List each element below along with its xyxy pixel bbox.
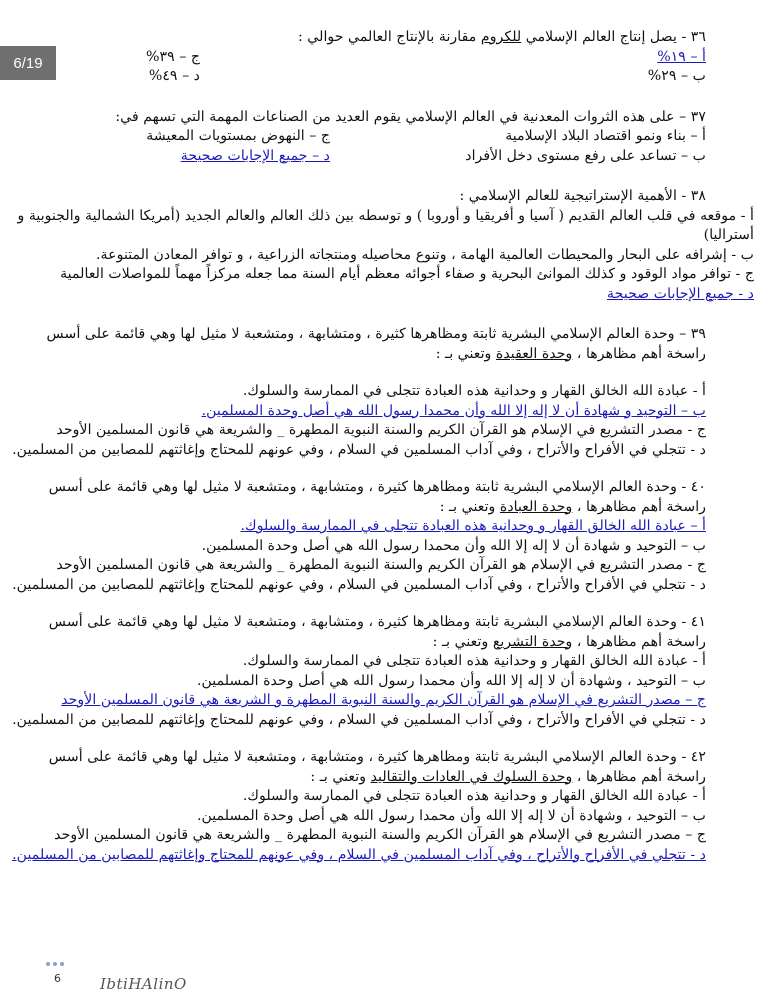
question-41	[14, 613, 706, 730]
option-b: ب - إشرافه على البحار والمحيطات العالمية الهامة ، وتنوع محاصيله ومنتجاته الزراعية ، و توافر المعادن المتنوعة.	[96, 246, 754, 263]
question-39	[14, 325, 706, 460]
question-stem: ٤٢ - وحدة العالم الإسلامي البشرية ثابتة ومظاهرها كثيرة ، ومتشابهة ، ومتشعبة لا مثيل لها وهي قائمة على أسس راسخة أهم مظاهرها ، وحدة السلوك في العادات والتقاليد وتعني بـ :	[48, 749, 706, 785]
keyword: وحدة التشريع	[492, 633, 573, 650]
question-42	[14, 748, 706, 865]
option-c: ج – النهوض بمستويات المعيشة	[146, 128, 330, 144]
keyword: وحدة العقيدة	[495, 345, 573, 362]
option-c: ج – مصدر التشريع في الإسلام هو القرآن الكريم والسنة النبوية المطهرة و الشريعة هي قانون المسلمين الأوحد	[61, 692, 706, 708]
page-dots-icon	[46, 962, 64, 966]
question-stem: ٣٧ – على هذه الثروات المعدنية في العالم الإسلامي يقوم العديد من الصناعات المهمة التي تسهم في:	[115, 108, 706, 125]
option-b: ب – التوحيد و شهادة أن لا إله إلا الله وأن محمدا رسول الله هي أصل وحدة المسلمين.	[201, 537, 706, 554]
option-d: د – ٤٩%	[148, 68, 200, 84]
option-a: أ – ١٩%	[657, 48, 706, 65]
option-c: ج – ٣٩%	[145, 48, 200, 65]
option-d: د - تتجلي في الأفراح والأتراح ، وفي آداب المسلمين في السلام ، وفي عونهم للمحتاج وإغاثتهم للمصابين من المسلمين.	[12, 576, 706, 593]
option-d: د - تتجلي في الأفراح والأتراح ، وفي آداب المسلمين في السلام ، وفي عونهم للمحتاج وإغاثتهم للمصابين من المسلمين.	[12, 711, 706, 728]
page-counter-badge: 6/19	[0, 46, 56, 80]
option-a: أ - موقعه في قلب العالم القديم ( آسيا و أفريقيا و أوروبا ) و توسطه بين ذلك العالم والعالم الجديد (أمريكا الشمالية والجنوبية و أستراليا)	[17, 207, 754, 243]
option-c: ج - مصدر التشريع في الإسلام هو القرآن الكريم والسنة النبوية المطهرة _ والشريعة هي قانون المسلمين الأوحد	[56, 422, 706, 438]
option-a: أ – عبادة الله الخالق القهار و وحدانية هذه العبادة تتجلى في الممارسة والسلوك.	[240, 518, 706, 534]
question-37	[14, 108, 706, 167]
question-stem: ٣٩ – وحدة العالم الإسلامي البشرية ثابتة ومظاهرها كثيرة ، ومتشابهة ، ومتشعبة لا مثيل لها وهي قائمة على أسس راسخة أهم مظاهرها ، وحدة العقيدة وتعني بـ :	[46, 326, 706, 362]
option-d: د - جميع الإجابات صحيحة	[607, 285, 754, 302]
option-c: ج – مصدر التشريع في الإسلام هو القرآن الكريم والسنة النبوية المطهرة _ والشريعة هي قانون المسلمين الأوحد	[54, 827, 706, 843]
question-40	[14, 478, 706, 595]
keyword: وحدة العبادة	[499, 498, 573, 515]
option-d: د – جميع الإجابات صحيحة	[180, 147, 330, 164]
option-c: ج - مصدر التشريع في الإسلام هو القرآن الكريم والسنة النبوية المطهرة _ والشريعة هي قانون المسلمين الأوحد	[56, 557, 706, 573]
question-stem: ٤١ - وحدة العالم الإسلامي البشرية ثابتة ومظاهرها كثيرة ، ومتشابهة ، ومتشعبة لا مثيل لها وهي قائمة على أسس راسخة أهم مظاهرها ، وحدة التشريع وتعني بـ :	[48, 614, 706, 650]
option-a: أ - عبادة الله الخالق القهار و وحدانية هذه العبادة تتجلى في الممارسة والسلوك.	[242, 788, 706, 804]
option-b: ب – ٢٩%	[647, 68, 706, 84]
option-b: ب – التوحيد و شهادة أن لا إله إلا الله وأن محمدا رسول الله هي أصل وحدة المسلمين.	[201, 402, 706, 419]
option-a: أ - عبادة الله الخالق القهار و وحدانية هذه العبادة تتجلى في الممارسة والسلوك.	[242, 383, 706, 399]
document-content	[12, 28, 754, 865]
option-d: د - تتجلي في الأفراح والأتراح ، وفي آداب المسلمين في السلام ، وفي عونهم للمحتاج وإغاثتهم للمصابين من المسلمين.	[12, 846, 706, 863]
question-36	[14, 28, 706, 87]
option-b: ب – تساعد على رفع مستوى دخل الأفراد	[465, 147, 706, 164]
option-d: د - تتجلي في الأفراح والأتراح ، وفي آداب المسلمين في السلام ، وفي عونهم للمحتاج وإغاثتهم للمصابين من المسلمين.	[12, 441, 706, 458]
question-stem: ٣٨ - الأهمية الإستراتيجية للعالم الإسلامي :	[459, 188, 706, 204]
question-stem: ٤٠ - وحدة العالم الإسلامي البشرية ثابتة ومظاهرها كثيرة ، ومتشابهة ، ومتشعبة لا مثيل لها وهي قائمة على أسس راسخة أهم مظاهرها ، وحدة العبادة وتعني بـ :	[48, 479, 706, 515]
question-38	[2, 187, 754, 304]
footer-page-number: 6	[54, 972, 61, 985]
keyword: للكروم	[480, 29, 522, 45]
option-c: ج - توافر مواد الوقود و كذلك الموانئ البحرية و صفاء أجوائه معظم أيام السنة مما جعله مركزاً مهماً للمواصلات العالمية	[60, 266, 754, 282]
keyword: وحدة السلوك في العادات والتقاليد	[370, 768, 573, 785]
author-signature: IbtiHAlinO	[100, 975, 187, 993]
option-a: أ - عبادة الله الخالق القهار و وحدانية هذه العبادة تتجلى في الممارسة والسلوك.	[242, 653, 706, 669]
option-b: ب – التوحيد ، وشهادة أن لا إله إلا الله وأن محمدا رسول الله هي أصل وحدة المسلمين.	[196, 672, 706, 689]
question-stem: ٣٦ - يصل إنتاج العالم الإسلامي للكروم مقارنة بالإنتاج العالمي حوالي :	[298, 29, 706, 45]
option-b: ب – التوحيد ، وشهادة أن لا إله إلا الله وأن محمدا رسول الله هي أصل وحدة المسلمين.	[196, 807, 706, 824]
option-a: أ – بناء ونمو اقتصاد البلاد الإسلامية	[505, 128, 706, 144]
